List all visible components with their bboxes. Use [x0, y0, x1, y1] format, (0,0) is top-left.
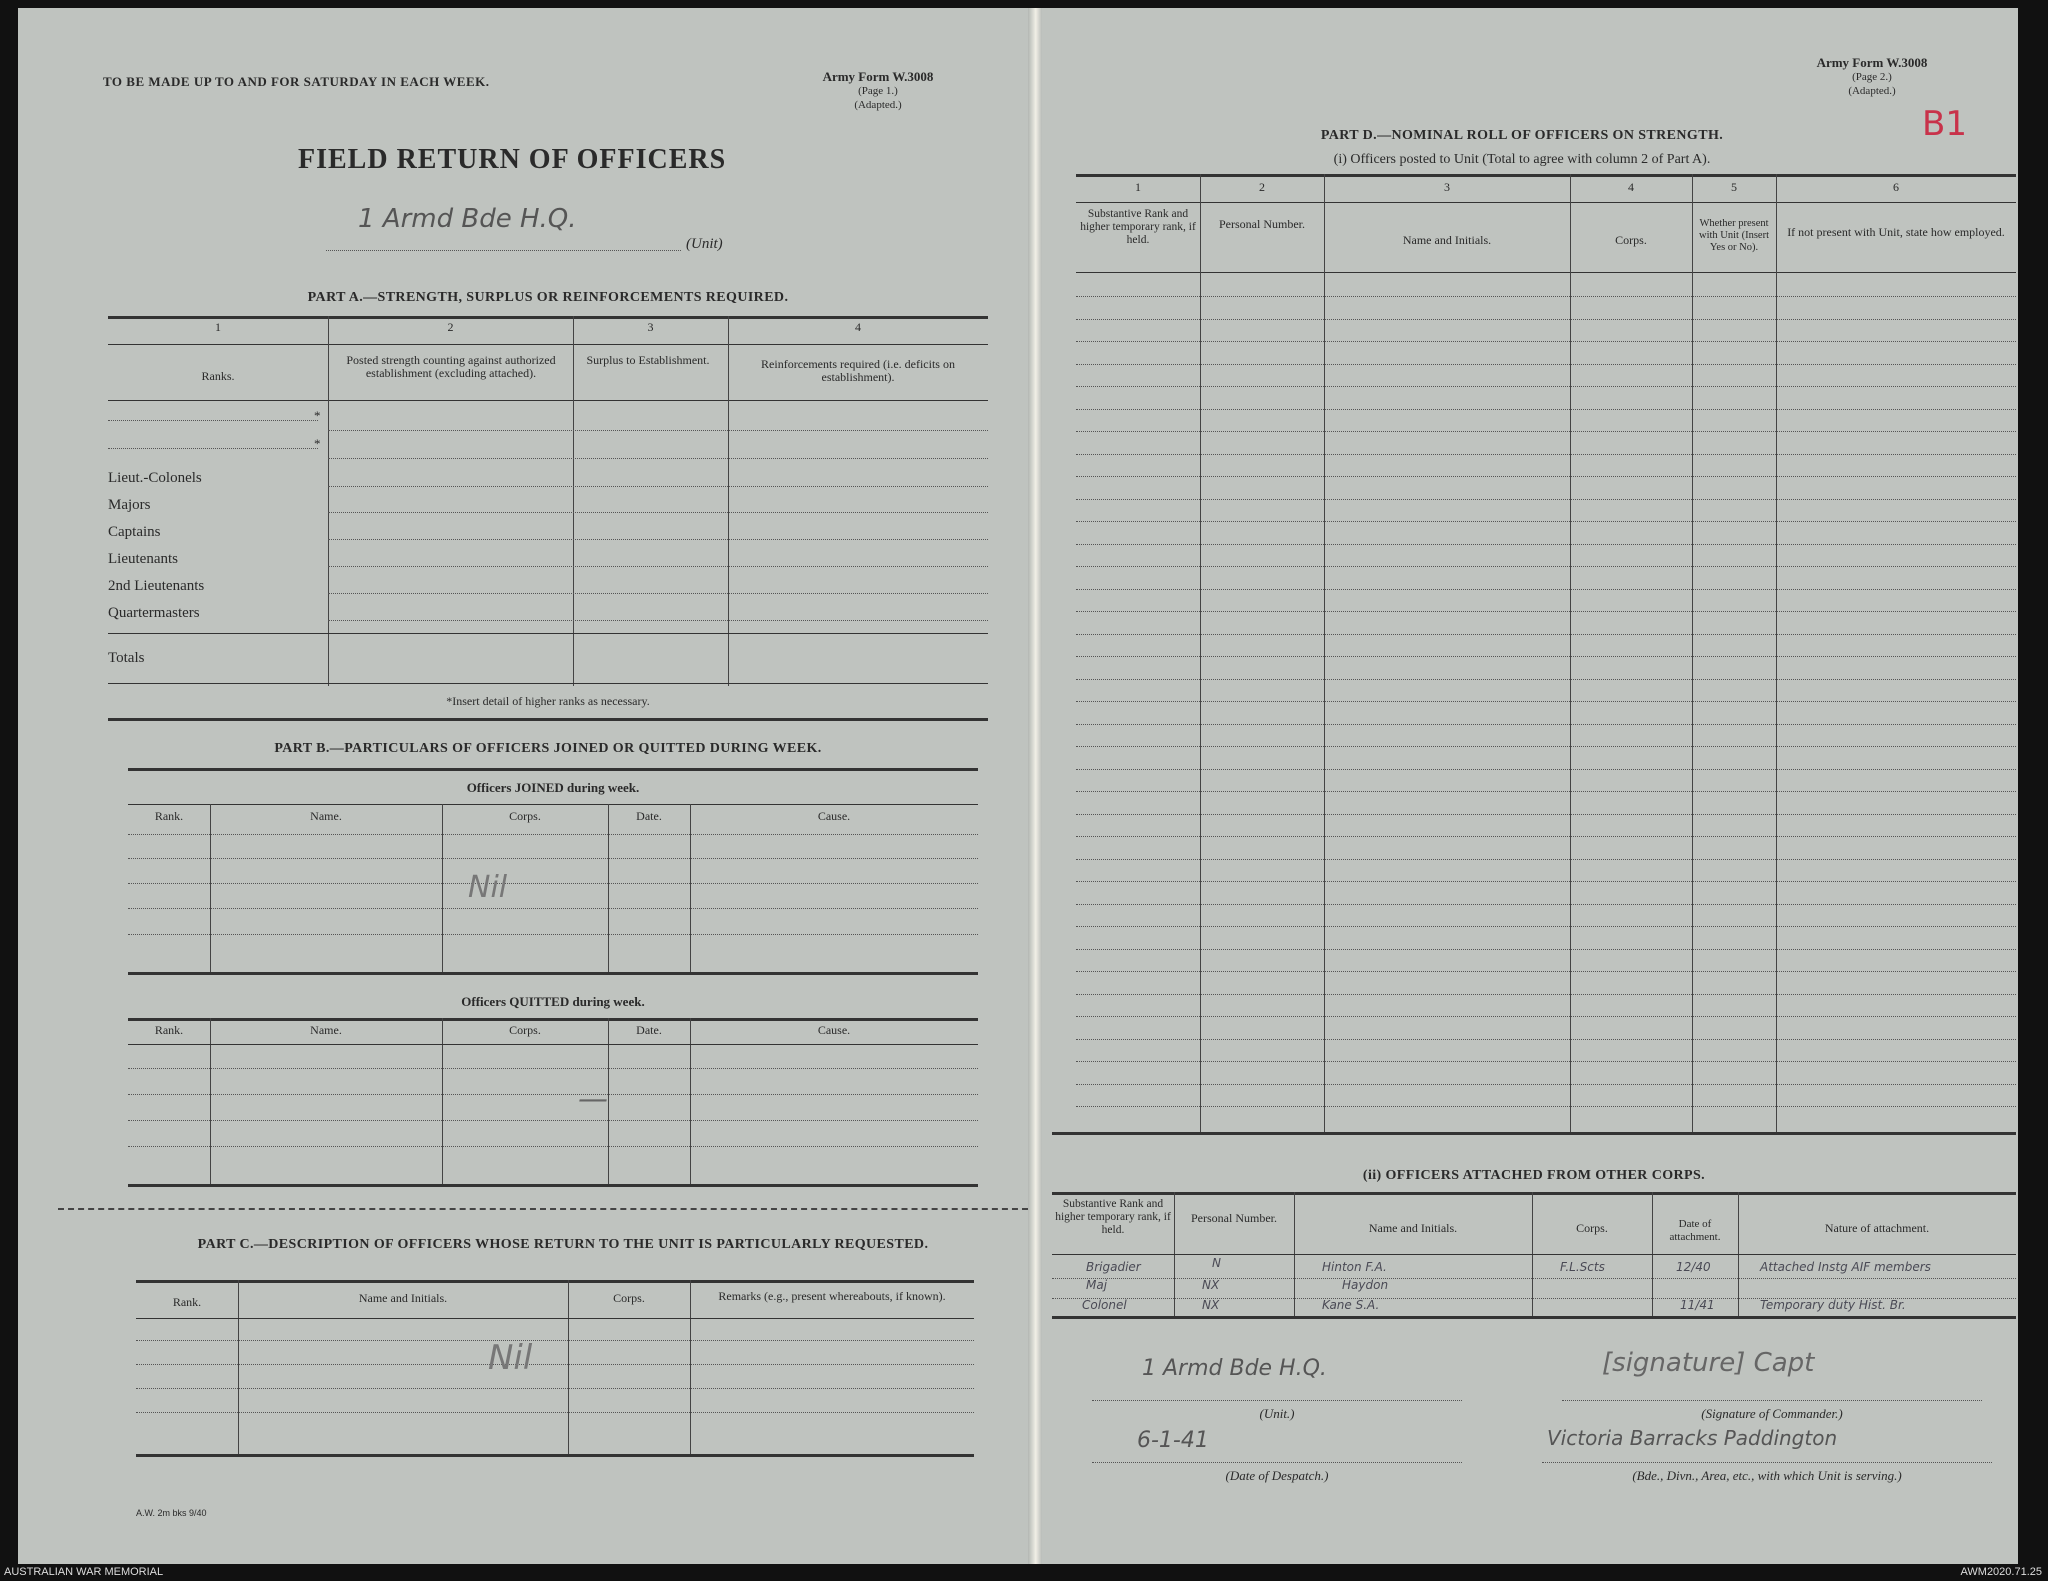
part-b-title: PART B.—PARTICULARS OF OFFICERS JOINED OR QUITTED DURING WEEK.: [274, 741, 822, 756]
rank-list: [108, 465, 204, 627]
col-personal-number: Personal Number.: [1219, 217, 1305, 231]
ruled-line: [1076, 949, 2016, 950]
quitted-title: Officers QUITTED during week.: [461, 994, 645, 1009]
ruled-line: [1076, 521, 2016, 522]
signature-handwritten: [signature] Capt: [1602, 1348, 1815, 1378]
form-adapted: (Adapted.): [1848, 85, 1896, 97]
ruled-line: [1076, 454, 2016, 455]
location-handwritten: Victoria Barracks Paddington: [1547, 1426, 1838, 1450]
part-a-title: PART A.—STRENGTH, SURPLUS OR REINFORCEMENTS REQUIRED.: [307, 290, 789, 305]
ruled-line: [1076, 971, 2016, 972]
col-posted-strength: Posted strength counting against authorized establishment (excluding attached).: [346, 353, 556, 380]
ruled-line: [1076, 1061, 2016, 1062]
ruled-line: [1076, 1084, 2016, 1085]
form-id-page-2: [1772, 56, 1972, 98]
ruled-line: [1076, 1039, 2016, 1040]
ruled-line: [1076, 1106, 2016, 1107]
ruled-line: [1076, 634, 2016, 635]
col-name-initials: Name and Initials.: [1402, 233, 1492, 247]
part-c-handwritten: Nil: [488, 1338, 533, 1378]
quitted-handwritten: —: [578, 1082, 608, 1117]
footer-institution: AUSTRALIAN WAR MEMORIAL: [4, 1566, 164, 1578]
joined-handwritten: Nil: [468, 870, 508, 905]
part-d-title: PART D.—NOMINAL ROLL OF OFFICERS ON STRENGTH.: [1320, 128, 1724, 143]
page-1: TO BE MADE UP TO AND FOR SATURDAY IN EACH WEEK. Army Form W.3008 (Page 1.) (Adapted.) FIELD RETURN OF OFFICERS 1 Armd Bde H.Q. (Unit) PART A.—STRENGTH, SURPLUS OR REINFORCEMENTS REQUIRED. 1 2 3 4 Ranks. Posted strength counting against authorized establishment (excluding attached). Surplus to Establishment. Reinforcements required (i.e. deficits on establishment). * * Lieut.-Colonels Majors Captains Lieutenants 2nd Lieutenants Quartermasters Totals *Insert detail of higher ranks as necessary. PART B.—PARTICULARS OF OFFICERS JOINED OR QUITTED DURING WEEK. Officers JOINED during week. Rank. Name. Corps. Date. Cause. Nil Officers QUITTED during week. Rank. Name. Corps. Date. Cause. — PART C.—DESCRIPTION OF OFFICERS WHOSE RETURN TO THE UNIT IS PARTICULARLY REQUESTED. Rank. Name and Initials. Corps. Remarks (e.g., present whereabouts, if known). Nil A.W. 2m bks 9/40: [18, 8, 1028, 1564]
col-corps: Corps.: [1615, 233, 1647, 247]
ruled-line: [1076, 566, 2016, 567]
totals-label: Totals: [108, 650, 145, 666]
col-surplus: Surplus to Establishment.: [586, 353, 710, 367]
form-sheet: [18, 8, 2018, 1564]
unit-label-p2: (Unit.): [1259, 1406, 1295, 1421]
ruled-line: [1076, 881, 2016, 882]
ruled-line: [1076, 544, 2016, 545]
att-col-date: Date of attachment.: [1669, 1218, 1721, 1243]
rank-2nd-lieutenants: 2nd Lieutenants: [108, 578, 205, 594]
form-adapted: (Adapted.): [854, 99, 902, 111]
unit-label: (Unit): [686, 236, 723, 252]
red-archive-mark: B1: [1922, 104, 1967, 144]
ruled-line: [1076, 1016, 2016, 1017]
ruled-line: [1076, 364, 2016, 365]
att-col-nature: Nature of attachment.: [1824, 1221, 1930, 1235]
page-2: Army Form W.3008 (Page 2.) (Adapted.) B1 PART D.—NOMINAL ROLL OF OFFICERS ON STRENGTH. (i) Officers posted to Unit (Total to agree with column 2 of Part A). 1 2 3 4 5 6 Substantive Rank and higher temporary rank, if held. Personal Number. Name and Initials. Corps. Whether present with Unit (Insert Yes or No). If not present with Unit, state how employed. (ii) OFFICERS ATTACHED FROM OTHER CORPS. Substantive Rank and higher temporary rank, if held. Personal Number. Name and Initials. Corps. Date of attachment. Nature of attachment. Brigadier N Hinton F.A. F.L.Scts 12/40 Attached Instg AIF members Maj NX Haydon Colonel NX Kane S.A. 11/41 Temporary duty Hist. Br. 1 Armd Bde H.Q. (Unit.) 6-1-41 (Date of Despatch.) [signature] Capt (Signature of Commander.) Victoria Barracks Paddington (Bde., Divn., Area, etc., with which Unit is serving.): [1042, 8, 2018, 1564]
ruled-line: [1076, 589, 2016, 590]
col-substantive-rank: Substantive Rank and higher temporary rank, if held.: [1080, 208, 1196, 246]
att-col-rank: Substantive Rank and higher temporary rank, if held.: [1055, 1198, 1171, 1236]
ruled-line: [1076, 836, 2016, 837]
ruled-line: [1076, 791, 2016, 792]
attached-rows: [1052, 1256, 2016, 1316]
weekly-instruction: TO BE MADE UP TO AND FOR SATURDAY IN EACH WEEK.: [103, 74, 490, 89]
page-fold: [1028, 8, 1042, 1564]
attached-row: Maj NX Haydon: [1086, 1278, 1389, 1292]
despatch-date-label: (Date of Despatch.): [1225, 1468, 1329, 1483]
attached-title: (ii) OFFICERS ATTACHED FROM OTHER CORPS.: [1362, 1168, 1706, 1183]
att-col-name: Name and Initials.: [1368, 1221, 1458, 1235]
part-a-col-numbers: 1 2 3 4: [215, 320, 861, 334]
despatch-date-handwritten: 6-1-41: [1137, 1428, 1209, 1453]
col-whether-present: Whether present with Unit (Insert Yes or No).: [1699, 218, 1769, 253]
ruled-line: [1076, 769, 2016, 770]
unit-handwritten: 1 Armd Bde H.Q.: [358, 204, 577, 234]
form-number: Army Form W.3008: [1816, 55, 1928, 70]
ruled-line: [1076, 926, 2016, 927]
ruled-line: [1076, 701, 2016, 702]
rank-captains: Captains: [108, 524, 161, 540]
rank-lieut-colonels: Lieut.-Colonels: [108, 470, 202, 486]
form-id-page-1: [788, 70, 968, 112]
ruled-line: [1076, 409, 2016, 410]
attached-row: Colonel NX Kane S.A. 11/41 Temporary duty Hist. Br.: [1082, 1298, 1906, 1312]
rank-quartermasters: Quartermasters: [108, 605, 200, 621]
ruled-line: [1076, 476, 2016, 477]
part-d-subtitle: (i) Officers posted to Unit (Total to agree with column 2 of Part A).: [1333, 152, 1711, 167]
rank-lieutenants: Lieutenants: [108, 551, 178, 567]
part-a-footnote: *Insert detail of higher ranks as necessary.: [446, 694, 650, 708]
asterisk-1: *: [314, 408, 321, 423]
ruled-line: [1076, 431, 2016, 432]
ruled-line: [1076, 319, 2016, 320]
form-number: Army Form W.3008: [822, 69, 934, 84]
asterisk-2: *: [314, 436, 321, 451]
ruled-line: [1076, 746, 2016, 747]
location-label: (Bde., Divn., Area, etc., with which Unit is serving.): [1632, 1468, 1902, 1483]
form-page: (Page 1.): [858, 85, 898, 97]
joined-title: Officers JOINED during week.: [466, 780, 640, 795]
rank-majors: Majors: [108, 497, 151, 513]
ruled-line: [1076, 679, 2016, 680]
ruled-line: [1076, 904, 2016, 905]
printer-mark: A.W. 2m bks 9/40: [136, 1508, 207, 1518]
att-col-corps: Corps.: [1576, 1221, 1608, 1235]
col-reinforcements: Reinforcements required (i.e. deficits on establishment).: [761, 357, 955, 384]
page-title: FIELD RETURN OF OFFICERS: [298, 144, 727, 175]
form-page: (Page 2.): [1852, 71, 1892, 83]
ruled-line: [1076, 656, 2016, 657]
col-how-employed: If not present with Unit, state how employed.: [1787, 225, 2005, 239]
unit-handwritten-p2: 1 Armd Bde H.Q.: [1142, 1356, 1327, 1381]
ruled-line: [1076, 814, 2016, 815]
ruled-line: [1076, 611, 2016, 612]
ruled-line: [1076, 296, 2016, 297]
ruled-line: [1076, 859, 2016, 860]
ruled-line: [1076, 386, 2016, 387]
ruled-line: [1076, 994, 2016, 995]
part-c-title: PART C.—DESCRIPTION OF OFFICERS WHOSE RETURN TO THE UNIT IS PARTICULARLY REQUESTED.: [197, 1237, 929, 1252]
ruled-line: [1076, 499, 2016, 500]
att-col-number: Personal Number.: [1191, 1211, 1277, 1225]
signature-label: (Signature of Commander.): [1701, 1406, 1843, 1421]
attached-row: Brigadier N Hinton F.A. F.L.Scts 12/40 Attached Instg AIF members: [1086, 1256, 1931, 1274]
footer-accession-number: AWM2020.71.25: [1960, 1566, 2042, 1578]
ruled-line: [1076, 724, 2016, 725]
col-ranks: Ranks.: [201, 369, 235, 383]
ruled-line: [1076, 341, 2016, 342]
